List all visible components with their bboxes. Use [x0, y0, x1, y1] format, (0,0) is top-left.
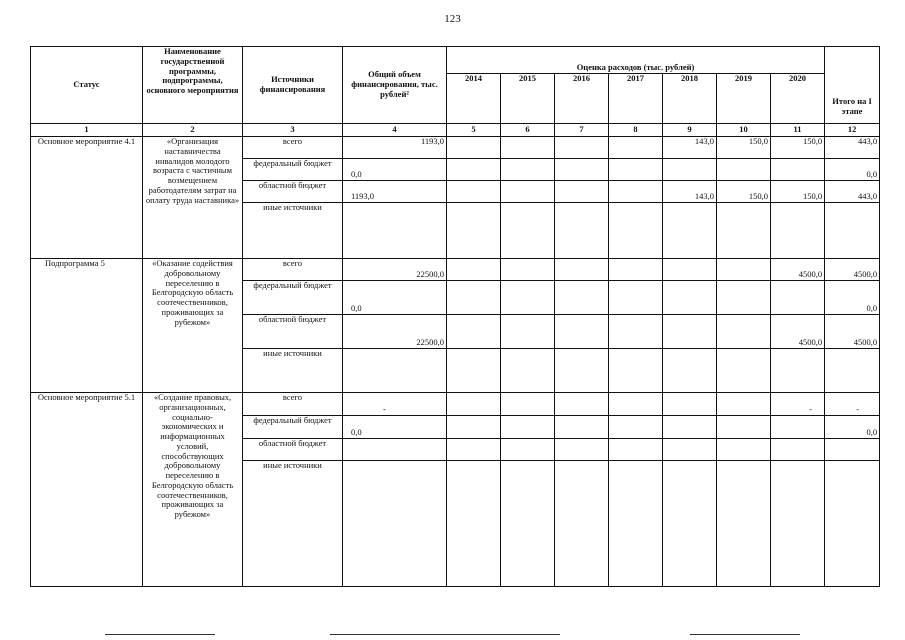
- scan-artifact: [330, 634, 560, 635]
- row-name: «Создание правовых, организационных, социально-экономических и информационных условий, способствующих добровольному переселению в Белгородскую область соотечественников, проживающих за рубежом»: [143, 393, 243, 587]
- value-2019: [717, 439, 771, 461]
- value-2018: [663, 416, 717, 439]
- header-status: Статус: [31, 47, 143, 124]
- header-year: 2018: [663, 74, 717, 124]
- source-label: областной бюджет: [243, 181, 343, 203]
- row-name: «Оказание содействия добровольному переселению в Белгородскую область соотечественников, проживающих за рубежом»: [143, 259, 243, 393]
- column-number: 6: [501, 124, 555, 137]
- value-stage-total: 4500,0: [825, 259, 880, 281]
- source-label: иные источники: [243, 461, 343, 587]
- value-total: [343, 439, 447, 461]
- column-number: 3: [243, 124, 343, 137]
- row-status: Основное мероприятие 5.1: [31, 393, 143, 587]
- value-2019: [717, 393, 771, 416]
- header-sources: Источники финансирования: [243, 47, 343, 124]
- value-2019: [717, 159, 771, 181]
- value-stage-total: 0,0: [825, 416, 880, 439]
- value-2018: [663, 393, 717, 416]
- value-stage-total: -: [825, 393, 880, 416]
- value-2018: 143,0: [663, 181, 717, 203]
- value-2018: [663, 281, 717, 315]
- value-2020: [771, 159, 825, 181]
- value-total: 22500,0: [343, 315, 447, 349]
- value-2019: [717, 315, 771, 349]
- value-stage-total: 4500,0: [825, 315, 880, 349]
- table-row: [31, 393, 880, 416]
- row-name: «Организация наставничества инвалидов молодого возраста с частичным возмещением работодателям затрат на оплату труда наставника»: [143, 137, 243, 259]
- value-2019: [717, 259, 771, 281]
- column-number: 7: [555, 124, 609, 137]
- source-label: иные источники: [243, 349, 343, 393]
- column-number: 11: [771, 124, 825, 137]
- page-number: 123: [444, 13, 461, 25]
- value-2019: 150,0: [717, 181, 771, 203]
- source-label: всего: [243, 137, 343, 159]
- budget-table: [30, 46, 880, 587]
- value-2018: 143,0: [663, 137, 717, 159]
- source-label: всего: [243, 259, 343, 281]
- value-2020: 4500,0: [771, 259, 825, 281]
- value-total: 0,0: [343, 416, 447, 439]
- value-stage-total: 443,0: [825, 137, 880, 159]
- row-status: Основное мероприятие 4.1: [31, 137, 143, 259]
- source-label: иные источники: [243, 203, 343, 259]
- header-year: 2014: [447, 74, 501, 124]
- header-year: 2019: [717, 74, 771, 124]
- header-year: 2017: [609, 74, 663, 124]
- value-total: 1193,0: [343, 181, 447, 203]
- value-2020: 150,0: [771, 137, 825, 159]
- column-number: 4: [343, 124, 447, 137]
- source-label: федеральный бюджет: [243, 416, 343, 439]
- scan-artifact: [105, 634, 215, 635]
- header-stage-total: Итого на I этапе: [825, 47, 880, 124]
- source-label: областной бюджет: [243, 315, 343, 349]
- value-2019: 150,0: [717, 137, 771, 159]
- column-number: 1: [31, 124, 143, 137]
- value-stage-total: 0,0: [825, 281, 880, 315]
- table-row: [31, 259, 880, 281]
- value-2019: [717, 281, 771, 315]
- scan-artifact: [690, 634, 800, 635]
- column-number: 10: [717, 124, 771, 137]
- table-row: [31, 137, 880, 159]
- value-total: 0,0: [343, 159, 447, 181]
- column-number: 8: [609, 124, 663, 137]
- value-2020: 150,0: [771, 181, 825, 203]
- value-2018: [663, 439, 717, 461]
- value-2020: [771, 416, 825, 439]
- value-total: 0,0: [343, 281, 447, 315]
- source-label: областной бюджет: [243, 439, 343, 461]
- value-2020: -: [771, 393, 825, 416]
- value-2020: 4500,0: [771, 315, 825, 349]
- value-2018: [663, 315, 717, 349]
- value-2018: [663, 159, 717, 181]
- value-stage-total: 443,0: [825, 181, 880, 203]
- value-2020: [771, 439, 825, 461]
- value-stage-total: [825, 439, 880, 461]
- header-total-volume: Общий объем финансирования, тыс. рублей²: [343, 47, 447, 124]
- header-year: 2015: [501, 74, 555, 124]
- header-year: 2016: [555, 74, 609, 124]
- row-status: Подпрограмма 5: [31, 259, 143, 393]
- column-number: 2: [143, 124, 243, 137]
- header-year: 2020: [771, 74, 825, 124]
- column-number: 12: [825, 124, 880, 137]
- value-2019: [717, 416, 771, 439]
- value-total: 1193,0: [343, 137, 447, 159]
- column-number: 5: [447, 124, 501, 137]
- source-label: федеральный бюджет: [243, 281, 343, 315]
- value-2018: [663, 259, 717, 281]
- value-total: -: [343, 393, 447, 416]
- value-stage-total: 0,0: [825, 159, 880, 181]
- header-estimate: Оценка расходов (тыс. рублей): [447, 47, 825, 74]
- source-label: всего: [243, 393, 343, 416]
- header-name: Наименование государственной программы, подпрограммы, основного мероприятия: [143, 47, 243, 124]
- value-2020: [771, 281, 825, 315]
- column-number: 9: [663, 124, 717, 137]
- source-label: федеральный бюджет: [243, 159, 343, 181]
- value-total: 22500,0: [343, 259, 447, 281]
